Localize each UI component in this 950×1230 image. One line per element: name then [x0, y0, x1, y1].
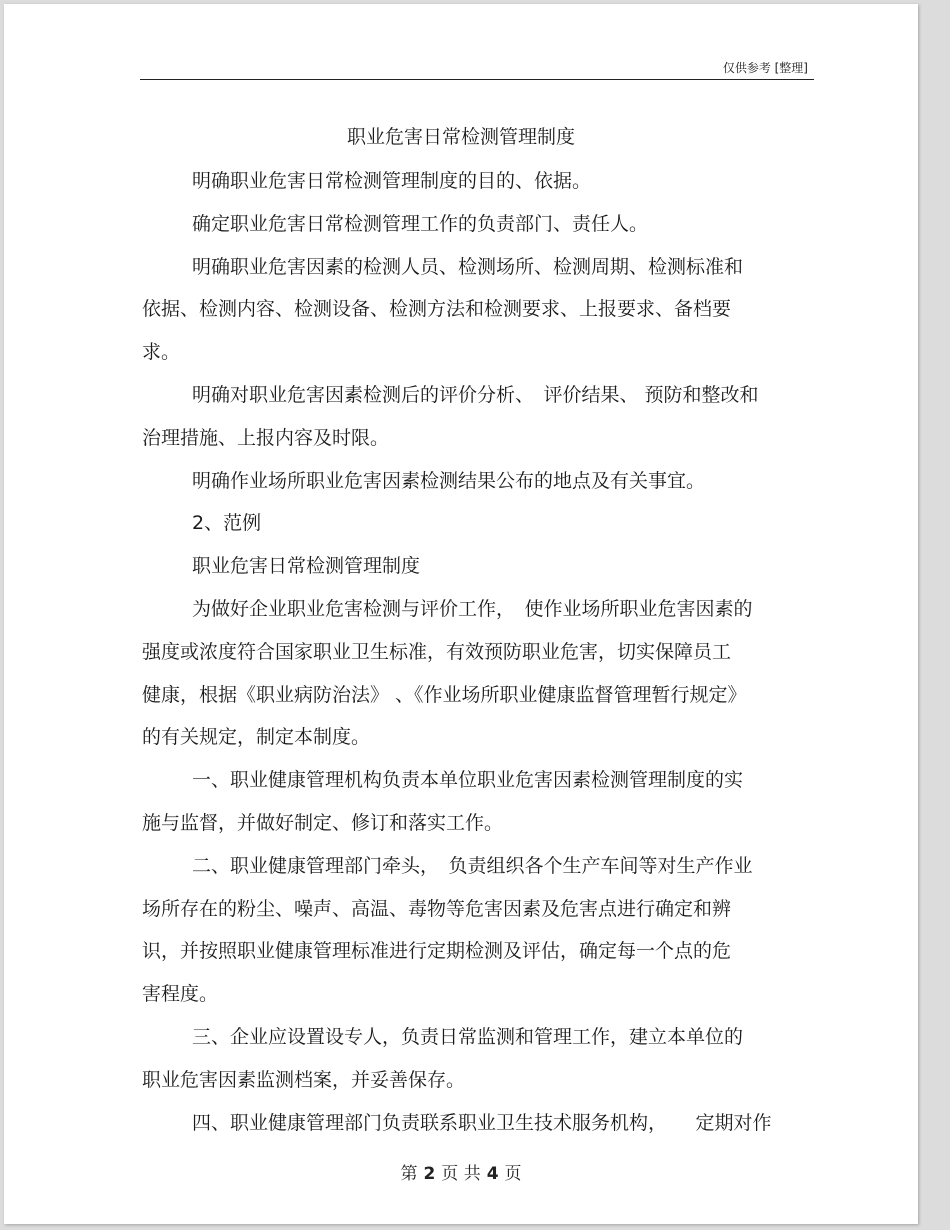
text-line: 治理措施、上报内容及时限。 [142, 426, 390, 449]
text-line: 三、企业应设置设专人，负责日常监测和管理工作，建立本单位的 [192, 1025, 744, 1048]
text-line: 场所存在的粉尘、噪声、高温、毒物等危害因素及危害点进行确定和辨 [142, 897, 732, 920]
document-page [4, 4, 918, 1224]
footer-prefix: 第 [400, 1164, 418, 1184]
text-line: 强度或浓度符合国家职业卫生标准，有效预防职业危害，切实保障员工 [142, 640, 732, 663]
text-line: 职业危害日常检测管理制度 [192, 555, 421, 578]
footer-suffix: 页 [504, 1164, 522, 1184]
text-line: 明确职业危害因素的检测人员、检测场所、检测周期、检测标准和 [192, 255, 744, 278]
footer-mid: 页 共 [441, 1164, 481, 1184]
total-pages-number: 4 [486, 1164, 499, 1184]
text-line: 明确对职业危害因素检测后的评价分析、 评价结果、 预防和整改和 [192, 383, 759, 406]
text-line: 四、职业健康管理部门负责联系职业卫生技术服务机构， 定期对作 [192, 1111, 772, 1134]
text-line: 二、职业健康管理部门牵头， 负责组织各个生产车间等对生产作业 [192, 854, 753, 877]
text-line: 一、职业健康管理机构负责本单位职业危害因素检测管理制度的实 [192, 769, 744, 792]
text-line: 确定职业危害日常检测管理工作的负责部门、责任人。 [192, 212, 649, 235]
text-line: 求。 [142, 341, 181, 364]
page-footer [4, 1159, 918, 1184]
text-line: 健康，根据《职业病防治法》 、《作业场所职业健康监督管理暂行规定》 [142, 683, 747, 706]
text-line: 明确作业场所职业危害因素检测结果公布的地点及有关事宜。 [192, 469, 706, 492]
text-line: 明确职业危害日常检测管理制度的目的、依据。 [192, 170, 592, 192]
page-header: 仅供参考 [整理] [722, 61, 808, 75]
text-line: 2、范例 [192, 512, 262, 535]
text-line: 识，并按照职业健康管理标准进行定期检测及评估，确定每一个点的危 [142, 940, 732, 963]
header-rule [140, 79, 814, 80]
text-line: 职业危害因素监测档案，并妥善保存。 [142, 1068, 466, 1091]
document-title: 职业危害日常检测管理制度 [346, 126, 575, 148]
text-line: 施与监督，并做好制定、修订和落实工作。 [142, 811, 504, 834]
current-page-number: 2 [423, 1164, 436, 1184]
document-body [142, 160, 814, 1144]
text-line: 害程度。 [142, 983, 219, 1006]
text-line: 为做好企业职业危害检测与评价工作， 使作业场所职业危害因素的 [192, 597, 753, 620]
text-line: 依据、检测内容、检测设备、检测方法和检测要求、上报要求、备档要 [142, 298, 732, 321]
text-line: 的有关规定，制定本制度。 [142, 726, 371, 749]
